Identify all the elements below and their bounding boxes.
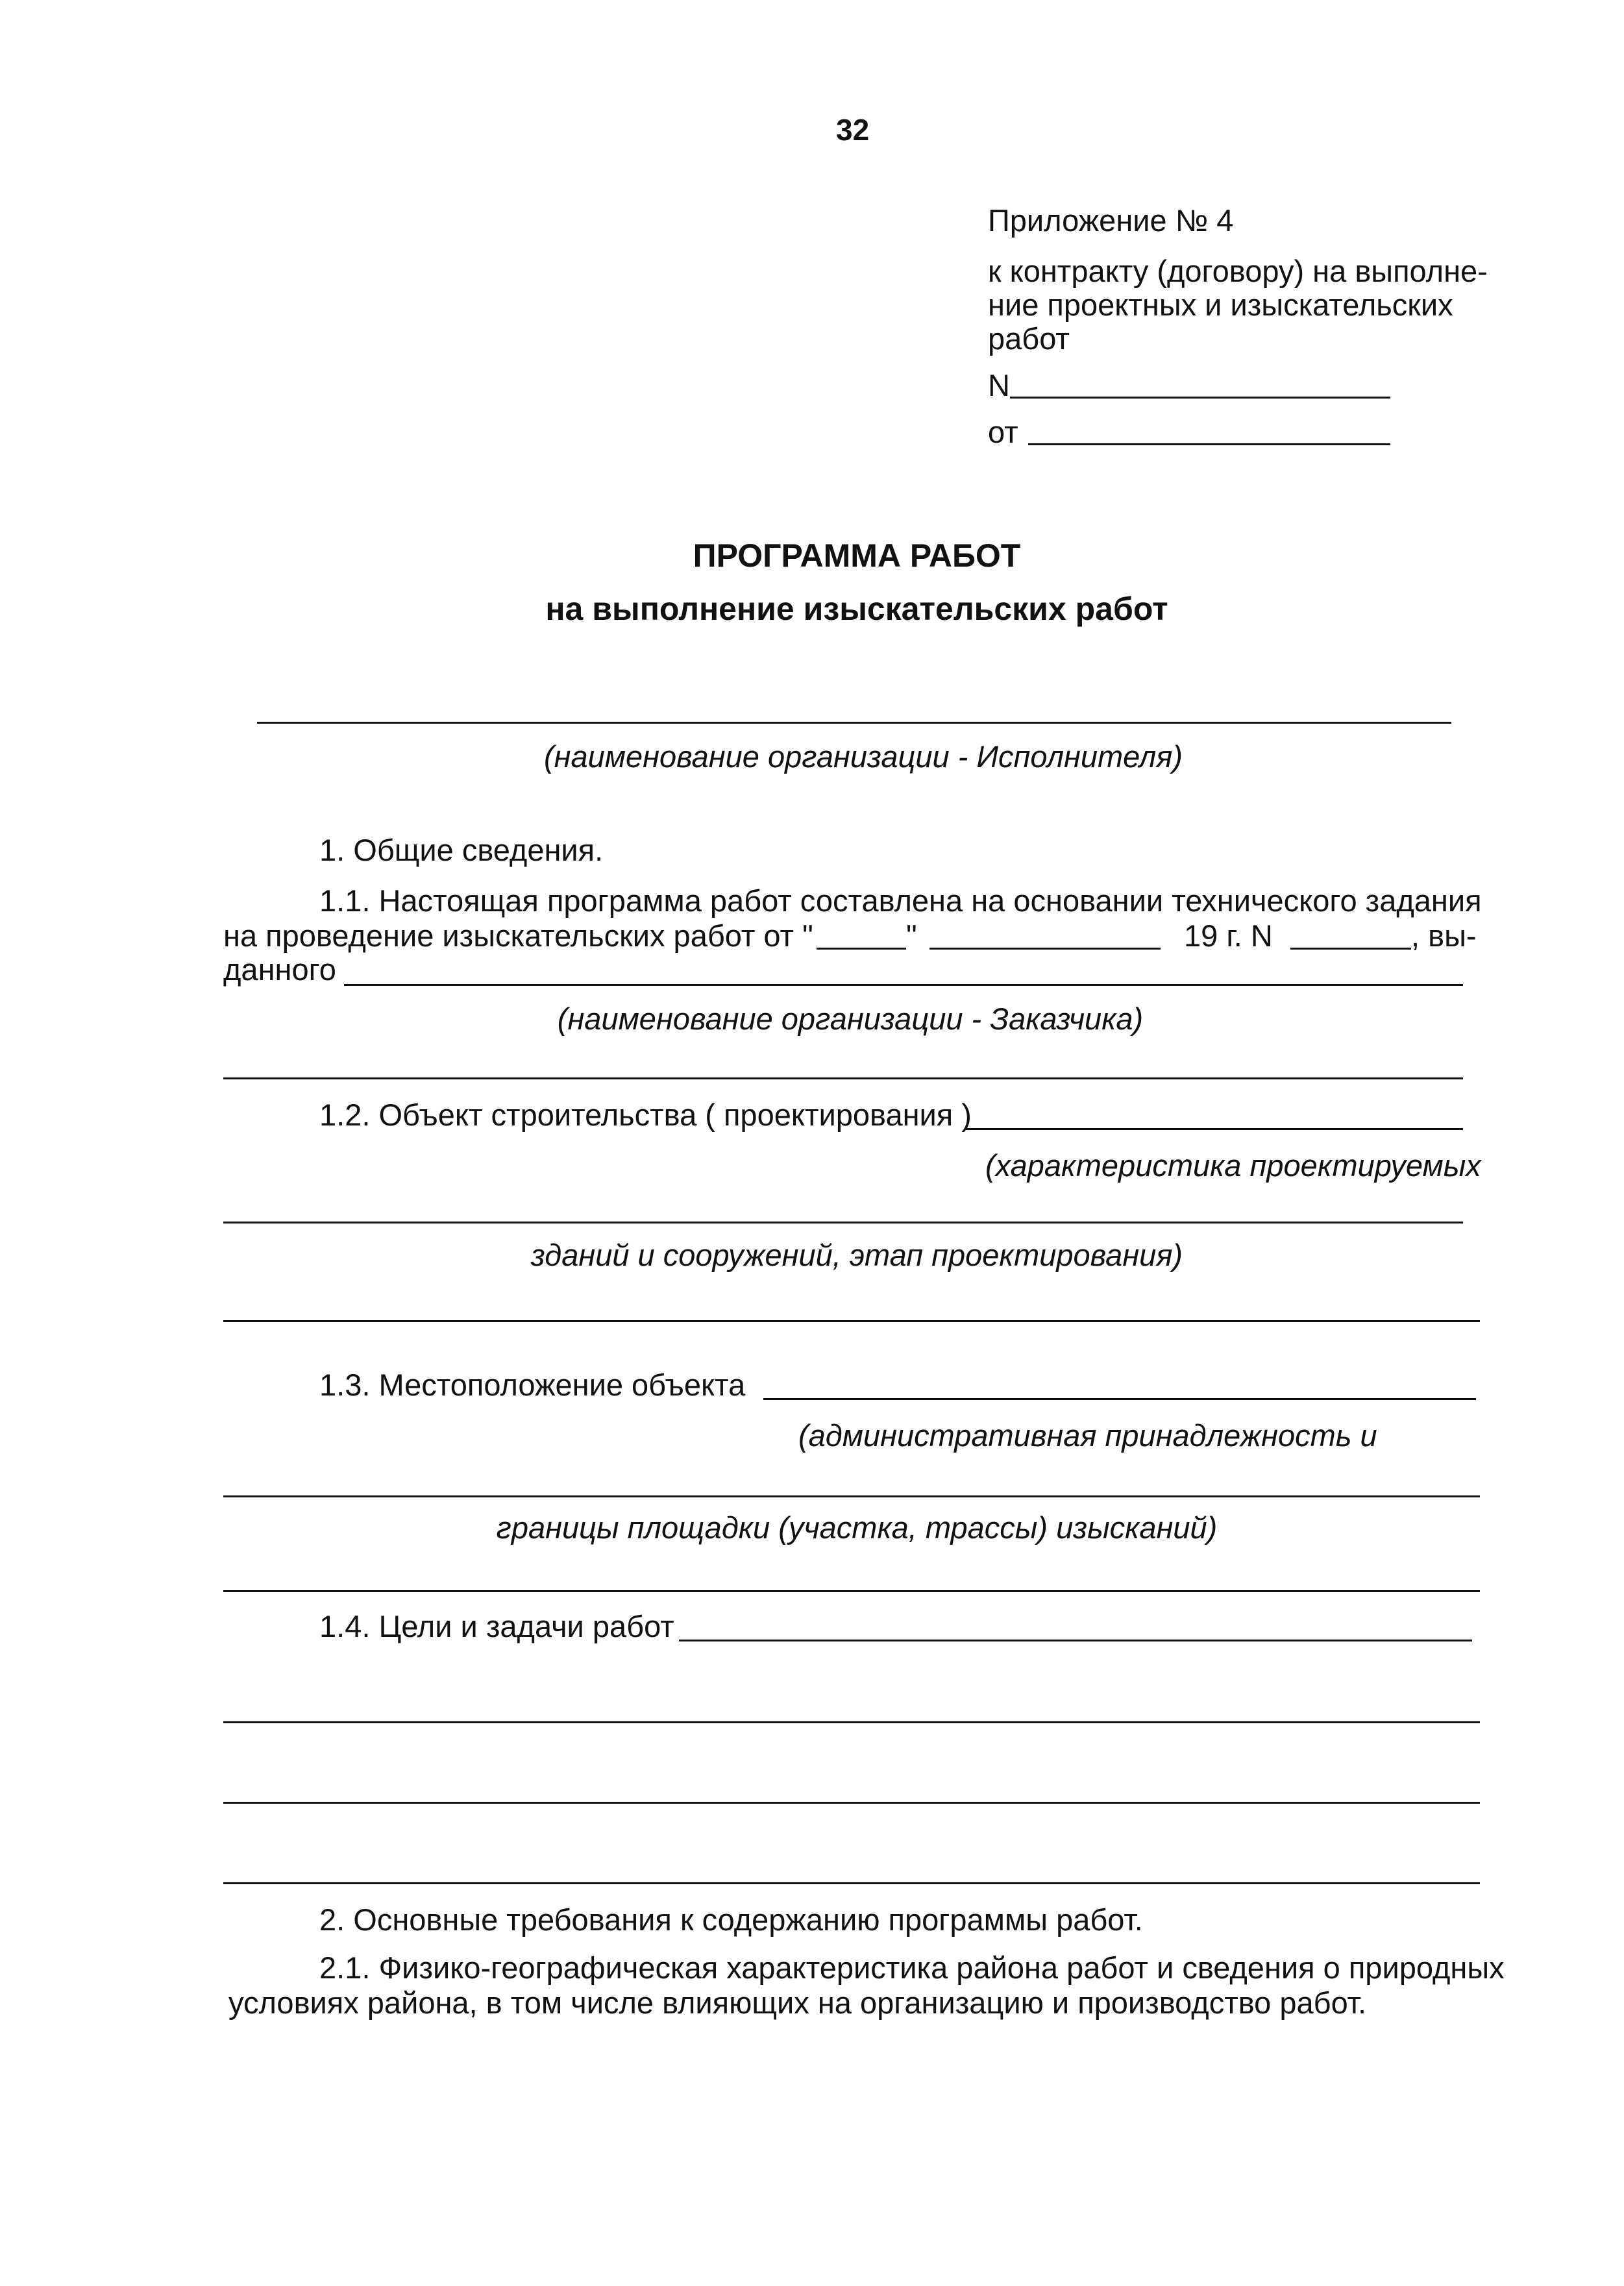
appendix-date-label: от [988,415,1018,449]
object-caption-2: зданий и сооружений, этап проектирования) [530,1238,1183,1272]
paragraph-1-1-line-3: данного [223,952,336,987]
section-1-title: 1. Общие сведения. [319,833,604,867]
location-line-2[interactable] [223,1495,1480,1497]
customer-caption: (наименование организации - Заказчика) [557,1002,1144,1036]
document-subtitle: на выполнение изыскательских работ [545,591,1168,627]
customer-name-field[interactable] [223,1077,1463,1079]
goals-line-2[interactable] [223,1721,1480,1723]
paragraph-2-1-line-1: 2.1. Физико-географическая характеристика района работ и сведения о природных [319,1950,1505,1985]
goals-line-3[interactable] [223,1802,1480,1804]
day-field[interactable] [817,948,906,950]
paragraph-1-1-line-2a: на проведение изыскательских работ от " [223,918,813,953]
month-field[interactable] [929,948,1161,950]
paragraph-1-1-end: , вы- [1411,918,1477,953]
paragraph-1-1-quote: " [906,918,917,953]
object-line-2[interactable] [223,1222,1463,1223]
object-line-3[interactable] [223,1320,1480,1322]
appendix-number-label: N [988,368,1010,402]
object-field[interactable] [966,1128,1463,1130]
paragraph-1-1-year: 19 г. N [1184,918,1273,953]
goals-field[interactable] [679,1640,1472,1641]
goals-line-4[interactable] [223,1882,1480,1884]
object-caption-1: (характеристика проектируемых [985,1148,1481,1183]
paragraph-1-1-line-1: 1.1. Настоящая программа работ составлена на основании технического задания [319,883,1482,918]
location-caption-2: границы площадки (участка, трассы) изысканий) [496,1510,1218,1545]
task-number-field[interactable] [1290,948,1411,950]
location-line-3[interactable] [223,1590,1480,1592]
executor-name-field[interactable] [257,722,1451,724]
appendix-title: Приложение № 4 [988,203,1234,238]
issuer-field[interactable] [344,984,1463,986]
appendix-date-field[interactable] [1028,443,1390,445]
appendix-line-3: работ [988,321,1070,356]
document-title: ПРОГРАММА РАБОТ [693,537,1021,574]
paragraph-1-2: 1.2. Объект строительства ( проектирования ) [319,1098,972,1132]
appendix-line-1: к контракту (договору) на выполне- [988,254,1488,288]
location-field[interactable] [763,1398,1476,1400]
executor-caption: (наименование организации - Исполнителя) [543,739,1183,774]
appendix-line-2: ние проектных и изыскательских [988,288,1453,322]
appendix-number-field[interactable] [1010,397,1390,399]
section-2-title: 2. Основные требования к содержанию программы работ. [319,1902,1143,1937]
paragraph-1-3: 1.3. Местоположение объекта [319,1368,746,1402]
page-number: 32 [836,113,870,147]
location-caption-1: (административная принадлежность и [798,1418,1377,1453]
paragraph-2-1-line-2: условиях района, в том числе влияющих на организацию и производство работ. [228,1985,1367,2020]
paragraph-1-4: 1.4. Цели и задачи работ [319,1609,674,1643]
